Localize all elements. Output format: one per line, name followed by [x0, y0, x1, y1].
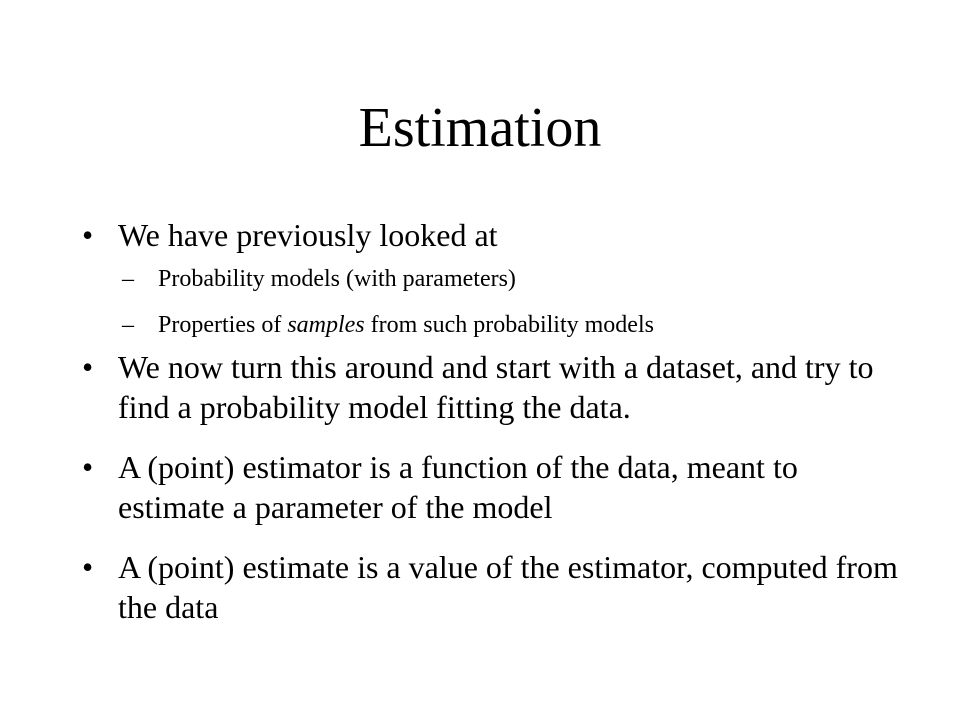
bullet-marker: •: [82, 349, 94, 385]
slide-title: Estimation: [358, 97, 602, 159]
sub-bullet-list: [118, 263, 902, 341]
bullet-text: We have previously looked at: [118, 217, 498, 253]
sub-bullet-text-before: Properties of: [158, 312, 288, 338]
sub-bullet-emphasis: samples: [287, 312, 365, 338]
bullet-item: [82, 547, 902, 627]
bullet-text: A (point) estimate is a value of the estimator, computed from the data: [118, 549, 898, 625]
sub-bullet-text: Probability models (with parameters): [158, 266, 516, 292]
sub-bullet-item: [118, 263, 902, 295]
bullet-item: [82, 447, 902, 527]
bullet-marker: •: [82, 217, 94, 253]
bullet-text: A (point) estimator is a function of the data, meant to estimate a parameter of the model: [118, 449, 798, 525]
bullet-list: [82, 215, 902, 647]
bullet-marker: •: [82, 449, 94, 485]
dash-marker: –: [122, 312, 134, 338]
bullet-marker: •: [82, 549, 94, 585]
sub-bullet-item: [118, 309, 902, 341]
dash-marker: –: [122, 266, 134, 292]
bullet-item: [82, 215, 902, 341]
bullet-item: [82, 347, 902, 427]
sub-bullet-text-after: from such probability models: [364, 312, 654, 338]
bullet-text: We now turn this around and start with a dataset, and try to find a probability model fitting the data.: [118, 349, 874, 425]
